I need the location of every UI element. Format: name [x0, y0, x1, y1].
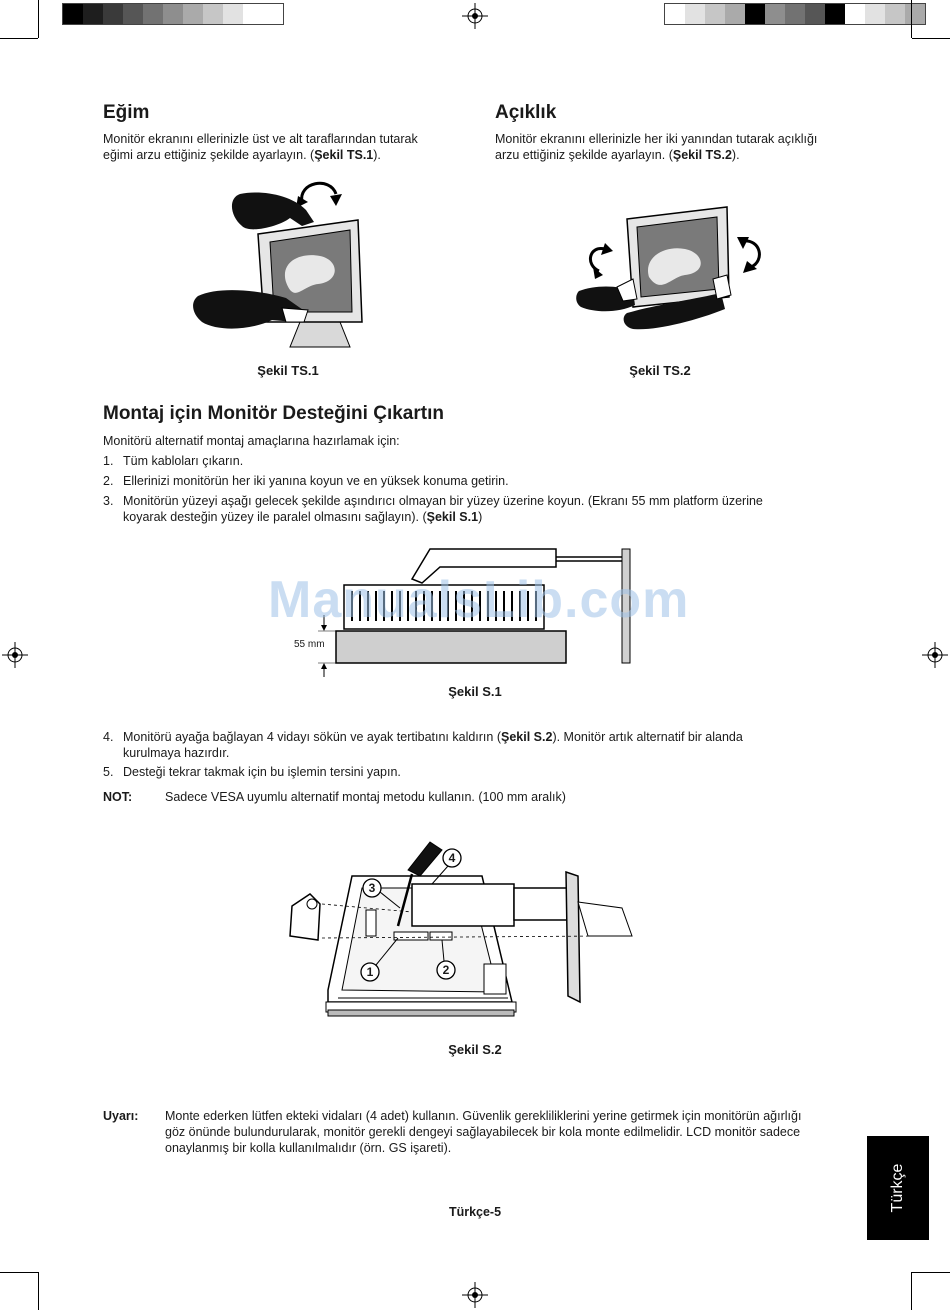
- list-item-line: [123, 509, 763, 525]
- color-swatch: [143, 4, 163, 24]
- color-swatch: [805, 4, 825, 24]
- color-swatch: [223, 4, 243, 24]
- list-item-line-text: ). Monitör artık alternatif bir alanda: [552, 730, 743, 744]
- color-swatch: [263, 4, 283, 24]
- list-item-line: [123, 729, 743, 745]
- callout-3: 3: [368, 881, 376, 895]
- list-item-line: kurulmaya hazırdır.: [123, 746, 230, 760]
- list-item-number: 2.: [103, 474, 114, 488]
- aciklik-text: [495, 131, 875, 163]
- aciklik-line-text: arzu ettiğiniz şekilde ayarlayın. (: [495, 148, 673, 162]
- warning-label: Uyarı:: [103, 1109, 139, 1123]
- color-swatch: [63, 4, 83, 24]
- color-swatch: [825, 4, 845, 24]
- list-item-number: 1.: [103, 454, 114, 468]
- color-swatch: [243, 4, 263, 24]
- figure-s2-caption: Şekil S.2: [448, 1042, 502, 1057]
- crop-mark: [912, 38, 950, 39]
- color-swatch: [83, 4, 103, 24]
- list-item: [103, 764, 823, 780]
- aciklik-line-text: ).: [731, 148, 740, 162]
- egim-line-text: eğimi arzu ettiğiniz şekilde ayarlayın. (: [103, 148, 315, 162]
- color-swatch: [725, 4, 745, 24]
- color-swatch: [103, 4, 123, 24]
- egim-line-text: ).: [373, 148, 381, 162]
- list-item-number: 4.: [103, 730, 114, 744]
- figure-s2-stand-removal-illustration: [282, 832, 642, 1027]
- aciklik-line: [495, 147, 875, 163]
- color-swatch: [203, 4, 223, 24]
- crop-mark: [911, 1272, 912, 1310]
- crop-mark: [912, 1272, 950, 1273]
- color-swatch: [685, 4, 705, 24]
- figure-ts2-caption: Şekil TS.2: [629, 363, 691, 378]
- aciklik-heading: Açıklık: [495, 102, 557, 123]
- crop-mark: [0, 38, 38, 39]
- color-swatch: [765, 4, 785, 24]
- list-item: [103, 493, 823, 525]
- crop-mark: [0, 1272, 38, 1273]
- warning-line: göz önünde bulundurularak, monitör gerekli dengeyi sağlayabilecek bir kola monte edilmelidir. LCD monitör sadece: [165, 1125, 801, 1139]
- dimension-label: 55 mm: [294, 639, 325, 650]
- warning-text: [165, 1108, 855, 1156]
- list-item-text: [123, 729, 743, 761]
- watermark: ManualsLib.com: [268, 571, 690, 629]
- list-item-line: Monitörün yüzeyi aşağı gelecek şekilde aşındırıcı olmayan bir yüzey üzerine koyun. (Ekranı 55 mm platform üzerine: [123, 494, 763, 508]
- color-swatch: [905, 4, 925, 24]
- montaj-heading: Montaj için Monitör Desteğini Çıkartın: [103, 403, 444, 424]
- list-item-text: Ellerinizi monitörün her iki yanına koyun ve en yüksek konuma getirin.: [123, 474, 509, 488]
- figure-reference: Şekil TS.1: [314, 148, 374, 162]
- warning-line: onaylanmış bir kolla kullanılmalıdır (örn. GS işareti).: [165, 1141, 452, 1155]
- registration-mark-icon: [922, 642, 948, 668]
- note-text: Sadece VESA uyumlu alternatif montaj metodu kullanın. (100 mm aralık): [165, 790, 566, 804]
- callout-1: 1: [366, 965, 374, 979]
- montaj-intro: Monitörü alternatif montaj amaçlarına hazırlamak için:: [103, 434, 400, 448]
- egim-text: [103, 131, 473, 163]
- color-bar-right: [664, 3, 926, 25]
- list-item-text: Tüm kabloları çıkarın.: [123, 454, 244, 468]
- callout-2: 2: [442, 963, 450, 977]
- egim-heading: Eğim: [103, 102, 150, 123]
- list-item-line-text: koyarak desteğin yüzey ile paralel olmasını sağlayın). (: [123, 510, 427, 524]
- note-label: NOT:: [103, 790, 133, 804]
- color-swatch: [745, 4, 765, 24]
- language-side-tab-label: Türkçe: [889, 1163, 906, 1213]
- list-item-text: Desteği tekrar takmak için bu işlemin tersini yapın.: [123, 765, 401, 779]
- list-item: [103, 453, 823, 469]
- color-swatch: [845, 4, 865, 24]
- list-item: [103, 729, 823, 761]
- color-swatch: [785, 4, 805, 24]
- figure-reference: Şekil TS.2: [672, 148, 732, 162]
- registration-mark-icon: [2, 642, 28, 668]
- color-swatch: [163, 4, 183, 24]
- registration-mark-icon: [462, 3, 488, 29]
- figure-s1-caption: Şekil S.1: [448, 684, 502, 699]
- list-item-line-text: Monitörü ayağa bağlayan 4 vidayı sökün ve ayak tertibatını kaldırın (: [123, 730, 501, 744]
- callout-4: 4: [448, 851, 456, 865]
- page-footer: Türkçe-5: [448, 1205, 502, 1219]
- figure-reference: Şekil S.2: [501, 730, 553, 744]
- crop-mark: [911, 0, 912, 38]
- color-swatch: [123, 4, 143, 24]
- figure-reference: Şekil S.1: [426, 510, 479, 524]
- registration-mark-icon: [462, 1282, 488, 1308]
- color-swatch: [885, 4, 905, 24]
- crop-mark: [38, 0, 39, 38]
- list-item-text: [123, 493, 763, 525]
- color-bar-left: [62, 3, 284, 25]
- language-side-tab: [867, 1136, 929, 1240]
- color-swatch: [665, 4, 685, 24]
- aciklik-line: Monitör ekranını ellerinizle her iki yanından tutarak açıklığı: [495, 132, 818, 146]
- egim-line: [103, 147, 473, 163]
- figure-ts1-tilt-illustration: [190, 172, 390, 362]
- figure-ts2-swivel-illustration: [575, 195, 775, 345]
- warning-line: Monte ederken lütfen ekteki vidaları (4 adet) kullanın. Güvenlik gerekliliklerini yerine getirmek için monitörün ağırlığı: [165, 1109, 802, 1123]
- figure-ts1-caption: Şekil TS.1: [257, 363, 319, 378]
- color-swatch: [183, 4, 203, 24]
- color-swatch: [865, 4, 885, 24]
- crop-mark: [38, 1272, 39, 1310]
- list-item-number: 5.: [103, 765, 114, 779]
- color-swatch: [705, 4, 725, 24]
- list-item: [103, 473, 823, 489]
- list-item-number: 3.: [103, 494, 114, 508]
- egim-line: Monitör ekranını ellerinizle üst ve alt taraflarından tutarak: [103, 132, 418, 146]
- list-item-line-text: ): [478, 510, 483, 524]
